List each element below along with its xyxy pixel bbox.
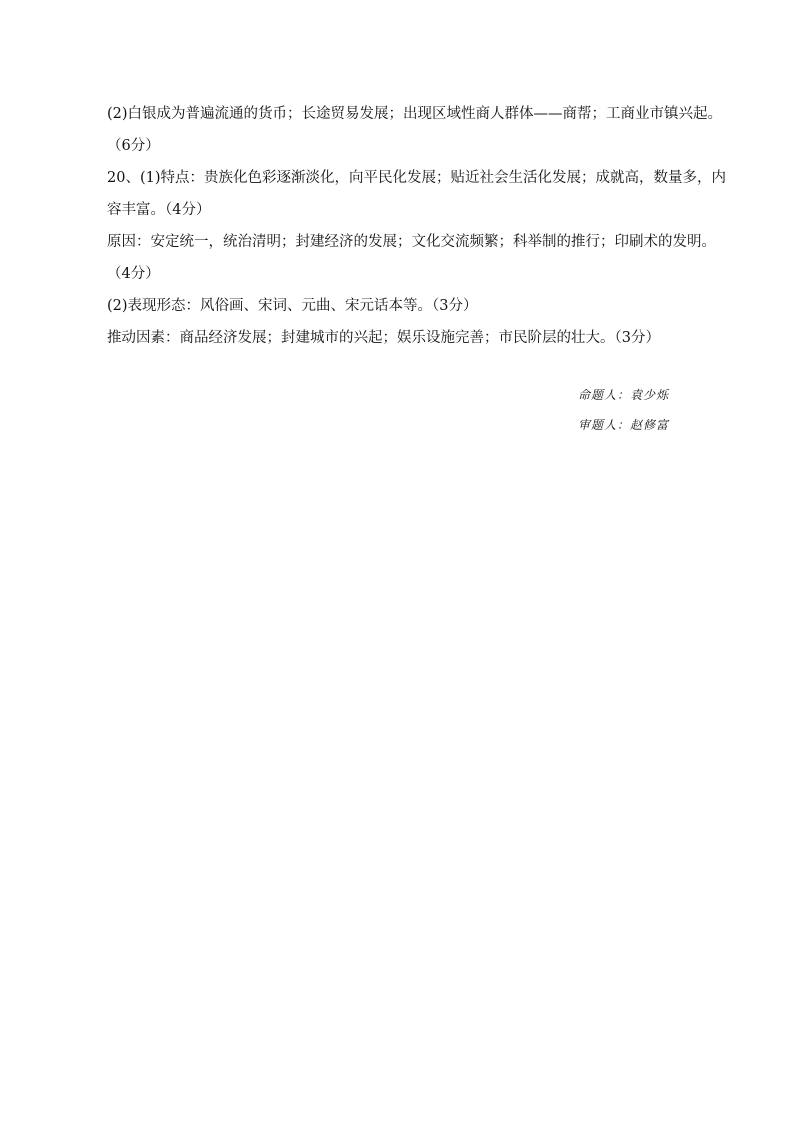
answer-line-q20-1-reasons-score: （4分） — [107, 266, 160, 282]
answer-line-q20-2-factors: 推动因素：商品经济发展；封建城市的兴起；娱乐设施完善；市民阶层的壮大。（3分） — [107, 330, 660, 346]
answer-line-q20-1-features: 20、(1)特点：贵族化色彩逐渐淡化，向平民化发展；贴近社会生活化发展；成就高，数量多，内 — [107, 170, 726, 186]
answer-line-q20-1-features-cont: 容丰富。（4分） — [107, 202, 211, 218]
answer-line-q19-2-score: （6分） — [107, 138, 160, 154]
signature-block — [578, 380, 778, 440]
answer-line-q20-1-reasons: 原因：安定统一，统治清明；封建经济的发展；文化交流频繁；科举制的推行；印刷术的发明。 — [107, 234, 716, 250]
answer-key-body — [107, 98, 726, 354]
question-author: 命题人：袁少烁 — [578, 388, 670, 402]
answer-line-q19-2: (2)白银成为普遍流通的货币；长途贸易发展；出现区域性商人群体——商帮；工商业市镇兴起。 — [107, 106, 723, 122]
question-reviewer: 审题人：赵修富 — [578, 418, 670, 432]
answer-line-q20-2-forms: (2)表现形态：风俗画、宋词、元曲、宋元话本等。（3分） — [107, 298, 478, 314]
